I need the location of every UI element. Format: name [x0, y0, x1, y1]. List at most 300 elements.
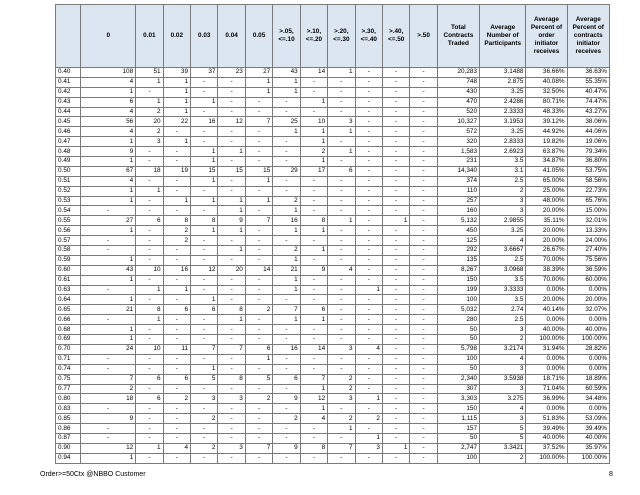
table-cell: 3: [355, 443, 382, 453]
table-row: [56, 206, 610, 216]
table-cell: 40.00%: [526, 433, 567, 443]
table-cell: 3: [480, 325, 526, 335]
table-cell: 65.76%: [567, 196, 609, 206]
table-cell: -: [300, 453, 327, 463]
table-cell: 37.52%: [526, 443, 567, 453]
table-cell: 24: [81, 344, 136, 354]
table-cell: 3: [480, 196, 526, 206]
table-cell: 29: [273, 166, 300, 176]
table-cell: 7: [191, 344, 218, 354]
table-cell: 1: [191, 295, 218, 305]
table-cell: -: [382, 295, 409, 305]
table-cell: 1: [191, 226, 218, 236]
table-cell: -: [273, 147, 300, 157]
table-cell: 3: [480, 206, 526, 216]
table-cell: -: [355, 325, 382, 335]
table-cell: 2: [328, 414, 355, 424]
table-cell: -: [191, 107, 218, 117]
table-cell: -: [136, 275, 163, 285]
table-cell: 1: [191, 196, 218, 206]
table-cell: 4: [81, 176, 136, 186]
table-cell: 4: [81, 77, 136, 87]
table-cell: -: [410, 414, 437, 424]
table-cell: 3: [480, 414, 526, 424]
table-cell: 100: [437, 354, 479, 364]
row-label-cell: 0.44: [56, 107, 81, 117]
footer-label: Order>=50Ctx @NBBO Customer: [40, 471, 146, 478]
table-cell: -: [328, 364, 355, 374]
table-cell: 5: [480, 433, 526, 443]
table-cell: 2.74: [480, 305, 526, 315]
table-cell: 1: [191, 176, 218, 186]
table-cell: -: [163, 364, 190, 374]
table-cell: -: [355, 77, 382, 87]
table-cell: 15: [191, 166, 218, 176]
table-cell: -: [410, 226, 437, 236]
table-row: [56, 186, 610, 196]
table-cell: -: [273, 186, 300, 196]
table-cell: 1: [81, 137, 136, 147]
table-cell: -: [410, 354, 437, 364]
table-cell: 2: [163, 394, 190, 404]
table-cell: 15: [245, 166, 272, 176]
table-row: [56, 246, 610, 256]
table-cell: 6: [328, 166, 355, 176]
table-cell: -: [245, 137, 272, 147]
table-cell: 38.06%: [567, 117, 609, 127]
table-cell: 2: [245, 305, 272, 315]
table-cell: -: [218, 157, 245, 167]
table-cell: -: [191, 424, 218, 434]
table-cell: -: [191, 325, 218, 335]
row-label-cell: 0.64: [56, 295, 81, 305]
row-label-cell: 0.85: [56, 414, 81, 424]
table-cell: -: [355, 196, 382, 206]
table-cell: -: [300, 87, 327, 97]
table-cell: -: [355, 384, 382, 394]
table-cell: 0.00%: [567, 315, 609, 325]
table-cell: 23: [218, 68, 245, 78]
table-cell: 199: [437, 285, 479, 295]
table-cell: -: [191, 87, 218, 97]
table-row: [56, 265, 610, 275]
row-label-cell: 0.51: [56, 176, 81, 186]
table-cell: 0.00%: [567, 354, 609, 364]
table-cell: 34.87%: [526, 157, 567, 167]
column-header: >.20, <=.30: [328, 5, 355, 68]
table-cell: -: [245, 295, 272, 305]
table-cell: -: [81, 246, 136, 256]
table-cell: 1: [355, 285, 382, 295]
table-cell: -: [81, 354, 136, 364]
table-cell: 150: [437, 404, 479, 414]
table-body: [56, 68, 610, 464]
table-cell: 157: [437, 424, 479, 434]
table-row: [56, 433, 610, 443]
table-cell: 20.00%: [567, 295, 609, 305]
table-cell: -: [273, 295, 300, 305]
table-cell: -: [382, 176, 409, 186]
table-cell: 1: [245, 196, 272, 206]
table-cell: -: [355, 166, 382, 176]
table-row: [56, 424, 610, 434]
table-cell: -: [191, 275, 218, 285]
table-cell: 75.56%: [567, 255, 609, 265]
table-cell: -: [163, 315, 190, 325]
table-cell: -: [218, 414, 245, 424]
table-cell: -: [245, 364, 272, 374]
table-cell: 0.00%: [567, 285, 609, 295]
column-header: >.40, <=.50: [382, 5, 409, 68]
table-cell: 6: [81, 97, 136, 107]
table-cell: 19.82%: [526, 137, 567, 147]
table-cell: 6: [300, 305, 327, 315]
table-row: [56, 404, 610, 414]
table-cell: -: [218, 335, 245, 345]
table-cell: -: [410, 137, 437, 147]
table-cell: -: [328, 246, 355, 256]
table-cell: -: [410, 157, 437, 167]
table-cell: -: [382, 147, 409, 157]
table-cell: 0.00%: [567, 364, 609, 374]
table-cell: -: [410, 147, 437, 157]
table-cell: -: [218, 107, 245, 117]
table-cell: 100.00%: [526, 335, 567, 345]
table-cell: -: [355, 295, 382, 305]
table-cell: -: [218, 176, 245, 186]
table-cell: -: [382, 275, 409, 285]
table-cell: 58.56%: [567, 176, 609, 186]
table-cell: -: [136, 226, 163, 236]
table-cell: -: [300, 335, 327, 345]
table-cell: -: [245, 147, 272, 157]
table-cell: 1: [218, 196, 245, 206]
table-cell: 48.33%: [526, 107, 567, 117]
table-cell: -: [191, 236, 218, 246]
table-cell: -: [328, 226, 355, 236]
table-cell: 1: [328, 424, 355, 434]
table-cell: -: [410, 97, 437, 107]
table-cell: -: [410, 166, 437, 176]
row-label-cell: 0.86: [56, 424, 81, 434]
table-row: [56, 226, 610, 236]
table-cell: -: [163, 295, 190, 305]
table-row: [56, 335, 610, 345]
table-cell: 20,283: [437, 68, 479, 78]
table-cell: 39.12%: [526, 117, 567, 127]
table-cell: 1: [191, 364, 218, 374]
table-cell: 3: [218, 394, 245, 404]
table-cell: 1: [328, 68, 355, 78]
row-label-cell: 0.61: [56, 275, 81, 285]
table-cell: 27.40%: [567, 246, 609, 256]
table-cell: -: [382, 453, 409, 463]
table-cell: 1: [273, 275, 300, 285]
table-cell: 108: [81, 68, 136, 78]
table-cell: -: [355, 157, 382, 167]
column-header: 0.02: [163, 5, 190, 68]
table-cell: 3.3333: [480, 285, 526, 295]
table-cell: -: [245, 424, 272, 434]
table-cell: 4: [328, 265, 355, 275]
table-cell: 1: [81, 186, 136, 196]
table-cell: 10: [136, 265, 163, 275]
table-cell: -: [81, 206, 136, 216]
row-label-cell: 0.42: [56, 87, 81, 97]
column-header: 0: [81, 5, 136, 68]
table-cell: 292: [437, 246, 479, 256]
row-label-cell: 0.45: [56, 117, 81, 127]
table-cell: -: [81, 424, 136, 434]
table-cell: 0.00%: [526, 354, 567, 364]
table-row: [56, 295, 610, 305]
table-cell: -: [273, 335, 300, 345]
table-cell: 4: [300, 414, 327, 424]
table-cell: 12: [218, 117, 245, 127]
table-cell: -: [300, 176, 327, 186]
table-cell: -: [245, 246, 272, 256]
table-cell: -: [328, 176, 355, 186]
table-row: [56, 414, 610, 424]
table-cell: 65.00%: [526, 176, 567, 186]
table-cell: 3.3421: [480, 443, 526, 453]
table-cell: -: [355, 374, 382, 384]
table-cell: -: [136, 414, 163, 424]
table-cell: 1: [273, 285, 300, 295]
table-cell: 41.05%: [526, 166, 567, 176]
table-cell: -: [328, 295, 355, 305]
table-cell: -: [245, 157, 272, 167]
table-row: [56, 255, 610, 265]
row-label-cell: 0.52: [56, 186, 81, 196]
table-cell: 8: [163, 216, 190, 226]
table-cell: -: [382, 255, 409, 265]
table-cell: -: [163, 127, 190, 137]
table-cell: 748: [437, 77, 479, 87]
table-cell: 2: [328, 374, 355, 384]
table-cell: 67: [81, 166, 136, 176]
table-cell: -: [163, 246, 190, 256]
table-cell: -: [136, 354, 163, 364]
table-cell: 34.48%: [567, 394, 609, 404]
table-cell: 1: [245, 77, 272, 87]
table-cell: 1: [273, 255, 300, 265]
table-cell: -: [218, 77, 245, 87]
table-cell: -: [355, 97, 382, 107]
table-cell: -: [355, 404, 382, 414]
table-cell: -: [410, 236, 437, 246]
table-cell: 160: [437, 206, 479, 216]
table-cell: -: [355, 364, 382, 374]
table-cell: -: [410, 344, 437, 354]
table-cell: -: [355, 68, 382, 78]
table-cell: -: [382, 206, 409, 216]
table-cell: 14,340: [437, 166, 479, 176]
column-header: >.50: [410, 5, 437, 68]
table-cell: -: [382, 246, 409, 256]
table-cell: 470: [437, 97, 479, 107]
column-header: >.10, <=.20: [300, 5, 327, 68]
table-row: [56, 344, 610, 354]
table-cell: 74.47%: [567, 97, 609, 107]
table-cell: -: [300, 186, 327, 196]
row-label-cell: 0.50: [56, 166, 81, 176]
table-cell: 56: [81, 117, 136, 127]
table-cell: -: [273, 354, 300, 364]
table-cell: -: [382, 424, 409, 434]
table-cell: 2: [480, 186, 526, 196]
row-label-cell: 0.47: [56, 137, 81, 147]
table-cell: 26.67%: [526, 246, 567, 256]
table-cell: 3.2174: [480, 344, 526, 354]
table-row: [56, 196, 610, 206]
table-cell: 53.09%: [567, 414, 609, 424]
table-cell: 14: [245, 265, 272, 275]
table-cell: -: [410, 335, 437, 345]
row-label-cell: 0.55: [56, 216, 81, 226]
table-cell: -: [245, 236, 272, 246]
table-row: [56, 117, 610, 127]
table-cell: -: [382, 77, 409, 87]
table-cell: -: [355, 137, 382, 147]
table-cell: -: [81, 285, 136, 295]
table-cell: -: [245, 226, 272, 236]
row-label-cell: 0.74: [56, 364, 81, 374]
table-cell: 14: [300, 68, 327, 78]
table-cell: -: [328, 97, 355, 107]
table-cell: 3.1488: [480, 68, 526, 78]
table-cell: -: [136, 246, 163, 256]
table-cell: 1: [355, 433, 382, 443]
table-cell: 1: [218, 147, 245, 157]
table-cell: -: [300, 107, 327, 117]
table-cell: 22: [163, 117, 190, 127]
table-cell: 2: [245, 394, 272, 404]
table-cell: 20: [218, 265, 245, 275]
table-cell: -: [300, 196, 327, 206]
table-cell: -: [163, 325, 190, 335]
table-cell: -: [382, 433, 409, 443]
table-cell: 1: [273, 87, 300, 97]
row-label-cell: 0.87: [56, 433, 81, 443]
table-cell: -: [218, 364, 245, 374]
row-label-cell: 0.80: [56, 394, 81, 404]
table-row: [56, 285, 610, 295]
table-cell: -: [191, 354, 218, 364]
table-cell: 55.35%: [567, 77, 609, 87]
table-cell: 32.50%: [526, 87, 567, 97]
table-cell: 2.6923: [480, 147, 526, 157]
table-cell: -: [81, 404, 136, 414]
table-cell: 1: [191, 147, 218, 157]
table-cell: 2,340: [437, 374, 479, 384]
row-label-cell: 0.90: [56, 443, 81, 453]
row-label-cell: 0.49: [56, 157, 81, 167]
table-cell: -: [382, 127, 409, 137]
table-cell: -: [218, 97, 245, 107]
table-cell: 100: [437, 453, 479, 463]
table-cell: 3: [328, 344, 355, 354]
table-cell: -: [273, 137, 300, 147]
table-cell: 44.92%: [526, 127, 567, 137]
table-cell: 1: [136, 443, 163, 453]
row-label-cell: 0.75: [56, 374, 81, 384]
table-cell: 1: [81, 196, 136, 206]
table-cell: -: [191, 433, 218, 443]
table-cell: 5,032: [437, 305, 479, 315]
table-cell: 2: [300, 147, 327, 157]
table-cell: -: [382, 285, 409, 295]
table-cell: -: [218, 186, 245, 196]
table-cell: 520: [437, 107, 479, 117]
table-cell: -: [382, 97, 409, 107]
table-cell: -: [410, 325, 437, 335]
row-label-cell: 0.60: [56, 265, 81, 275]
table-cell: 50: [437, 433, 479, 443]
table-cell: 4: [81, 107, 136, 117]
table-cell: 21: [273, 265, 300, 275]
row-label-cell: 0.54: [56, 206, 81, 216]
table-cell: 8: [300, 443, 327, 453]
table-cell: 40.14%: [526, 305, 567, 315]
table-cell: 22.73%: [567, 186, 609, 196]
table-cell: 3: [480, 364, 526, 374]
table-cell: 1: [300, 246, 327, 256]
column-header: 0.05: [245, 5, 272, 68]
table-cell: 1: [382, 216, 409, 226]
table-cell: -: [382, 68, 409, 78]
table-cell: -: [382, 107, 409, 117]
table-cell: -: [273, 176, 300, 186]
table-cell: -: [382, 325, 409, 335]
table-cell: 4: [480, 354, 526, 364]
table-cell: 1: [273, 77, 300, 87]
data-table: [55, 4, 610, 464]
table-cell: 13.33%: [567, 226, 609, 236]
table-cell: 2: [191, 443, 218, 453]
table-cell: 1: [163, 77, 190, 87]
table-cell: 9: [273, 443, 300, 453]
table-cell: -: [245, 453, 272, 463]
table-cell: -: [355, 186, 382, 196]
table-cell: -: [300, 433, 327, 443]
table-cell: 2: [191, 414, 218, 424]
table-cell: 1: [81, 255, 136, 265]
table-cell: 3,303: [437, 394, 479, 404]
column-header: >.30, <=.40: [355, 5, 382, 68]
table-cell: 17: [300, 166, 327, 176]
table-cell: -: [136, 364, 163, 374]
table-row: [56, 127, 610, 137]
table-cell: 10,327: [437, 117, 479, 127]
table-cell: -: [410, 87, 437, 97]
table-cell: -: [300, 424, 327, 434]
row-label-cell: 0.66: [56, 315, 81, 325]
table-cell: -: [410, 315, 437, 325]
table-cell: -: [355, 255, 382, 265]
table-cell: 53.75%: [567, 166, 609, 176]
table-cell: -: [136, 255, 163, 265]
table-cell: -: [328, 107, 355, 117]
table-cell: 1,583: [437, 147, 479, 157]
table-cell: 135: [437, 255, 479, 265]
table-cell: -: [355, 354, 382, 364]
table-cell: -: [191, 285, 218, 295]
table-cell: 7: [81, 374, 136, 384]
table-cell: 2: [273, 196, 300, 206]
table-cell: -: [163, 404, 190, 414]
table-cell: 125: [437, 236, 479, 246]
